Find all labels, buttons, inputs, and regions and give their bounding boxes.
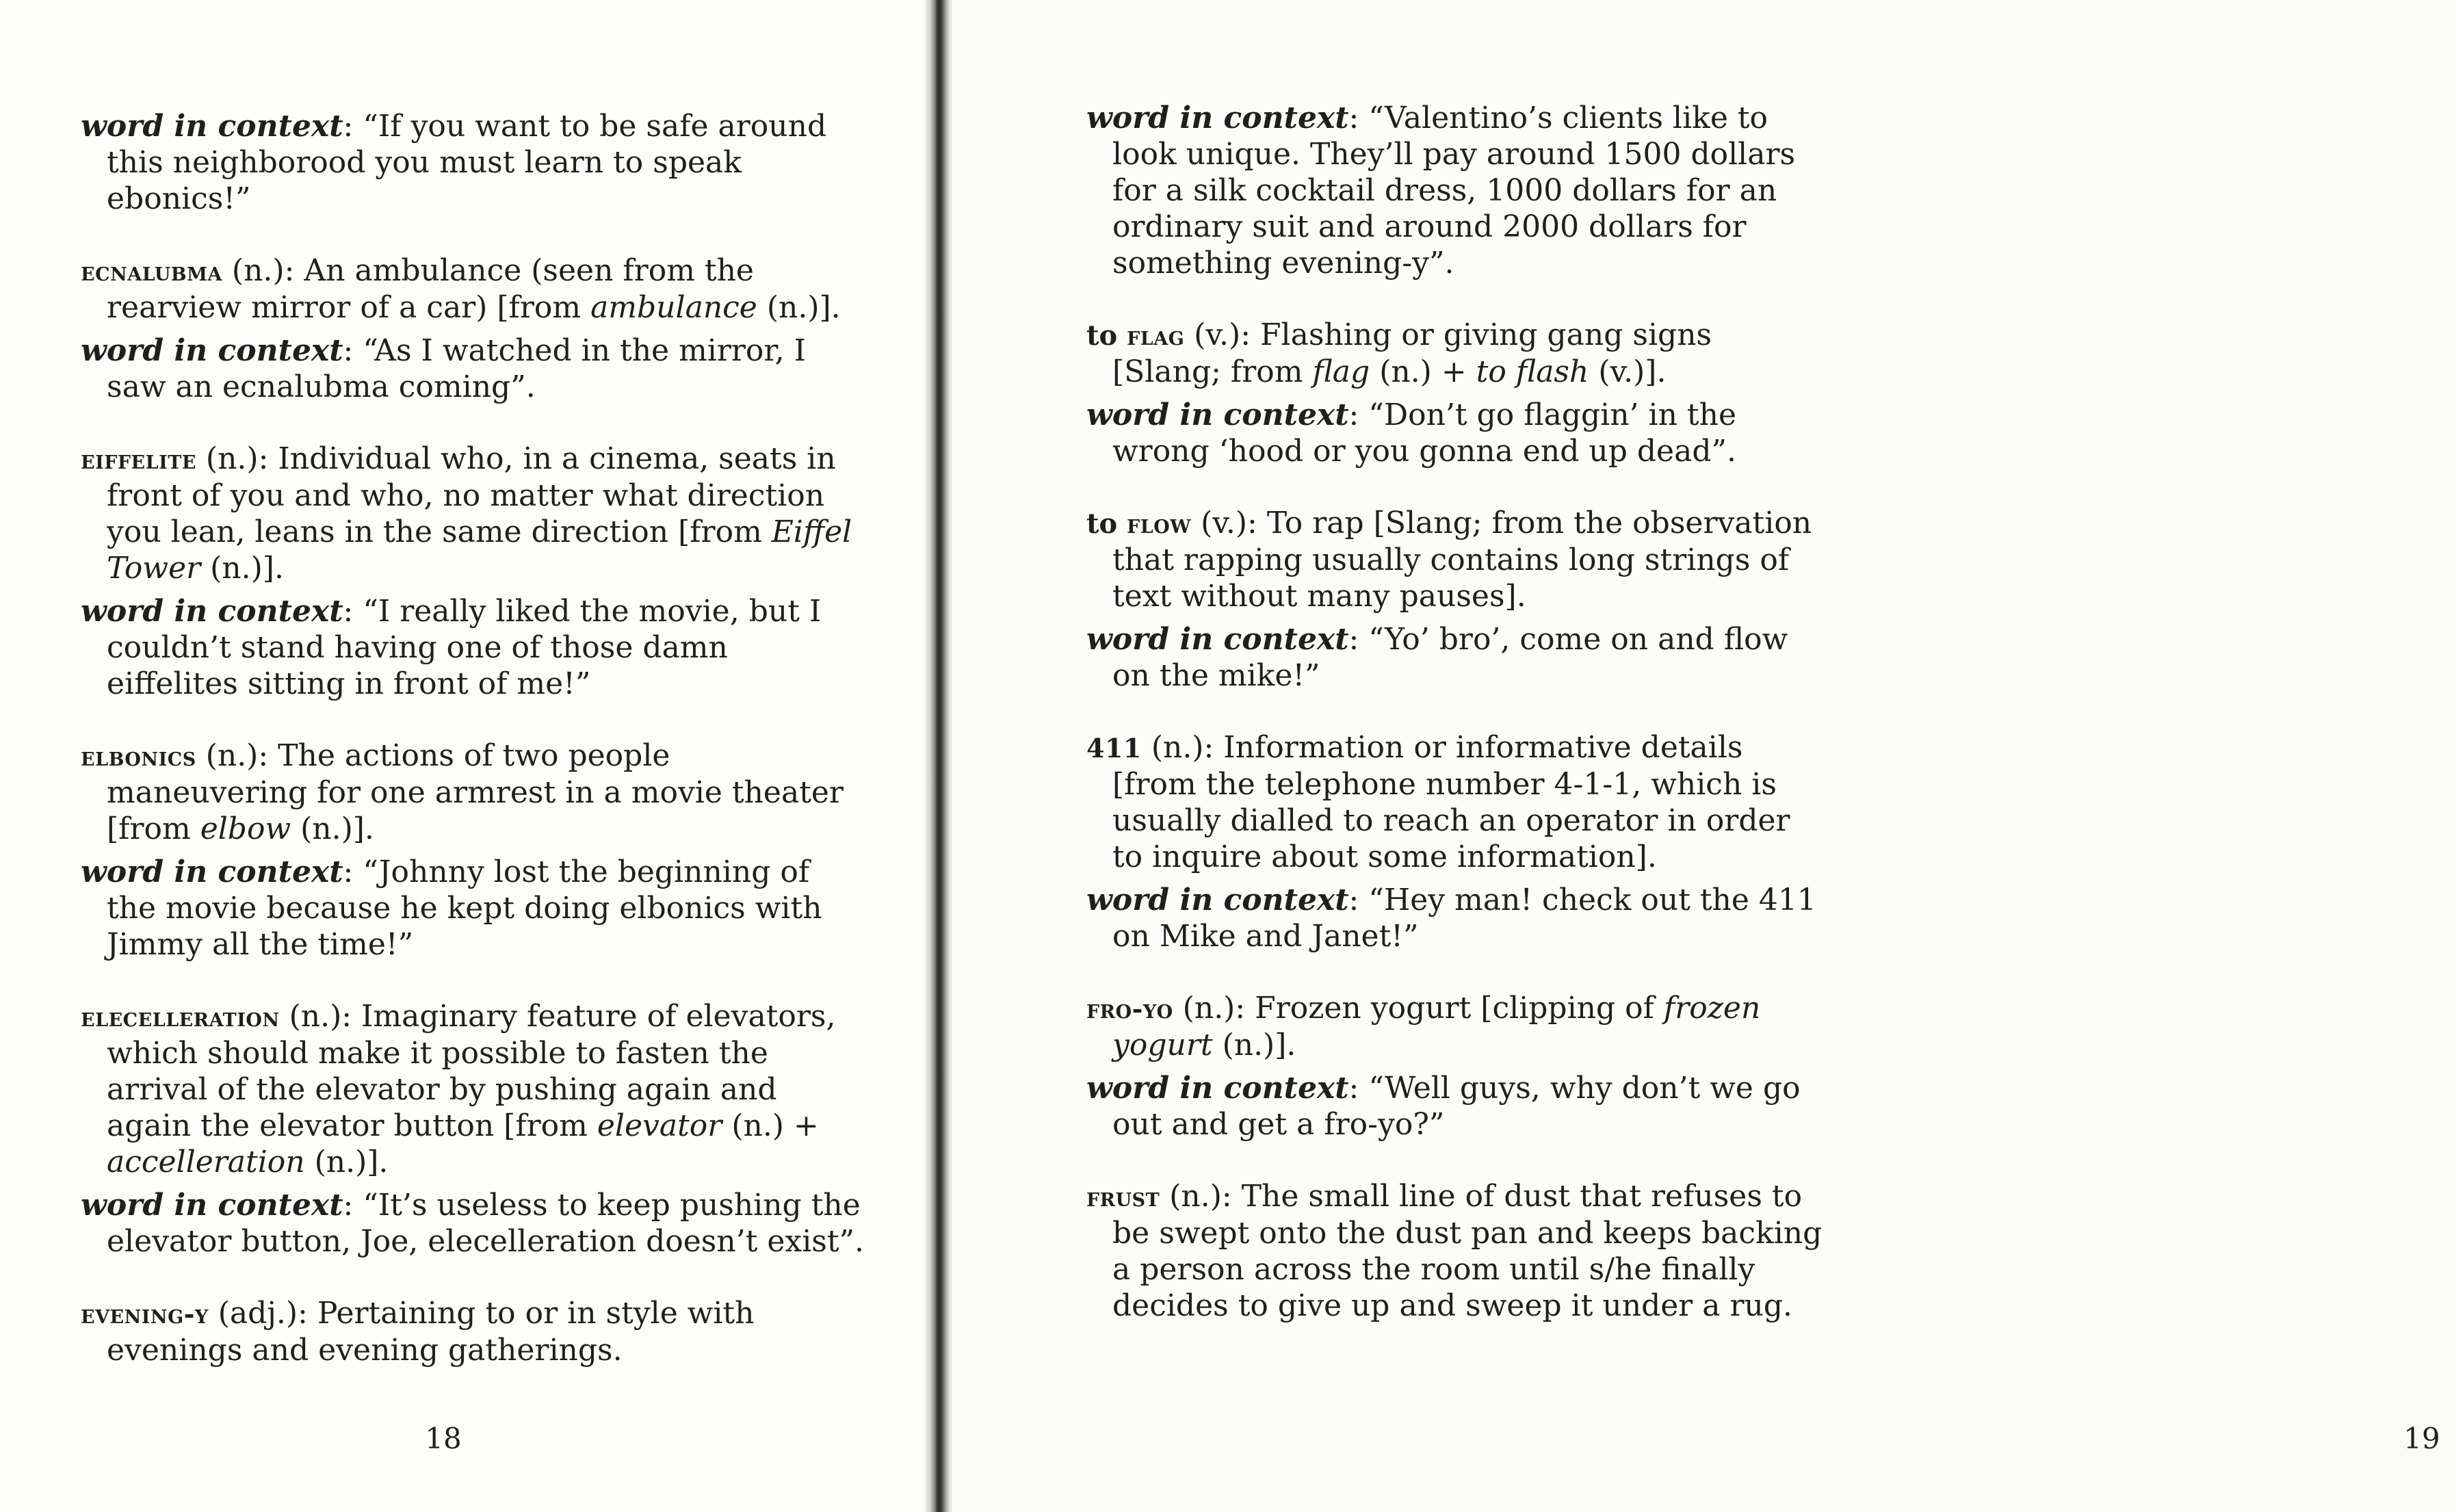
context-text: : “Don’t go flaggin’ in the wrong ‘hood or you gonna end up dead”. (1112, 397, 1736, 469)
etymology-tail: (n.)]. (304, 1145, 389, 1179)
entry-continued-evening-y (1086, 100, 1825, 281)
etymology-term: Eiffel Tower (107, 514, 852, 586)
context-label: word in context (81, 1188, 343, 1223)
context-text: : “Johnny lost the beginning of the movie because he kept doing elbonics with Jimmy all the time!” (107, 855, 822, 962)
definition-text: (n.): The actions of two people maneuvering for one armrest in a movie theater [from (107, 738, 844, 846)
context-paragraph (1086, 1070, 1825, 1143)
definition-text: (n.): Imaginary feature of elevators, which should make it possible to fasten the arrival of the elevator by pushing again and again the elevator button [from (107, 999, 836, 1143)
entry-frust (1086, 1178, 1825, 1324)
headword-prefix: to (1086, 320, 1127, 352)
context-paragraph (1086, 397, 1825, 469)
context-text: : “It’s useless to keep pushing the elevator button, Joe, elecelleration doesn’t exist”. (107, 1188, 865, 1259)
context-text: : “Hey man! check out the 411 on Mike and Janet!” (1112, 883, 1816, 954)
etymology-term-2: to flash (1476, 354, 1589, 389)
definition-text: (n.): An ambulance (seen from the rearview mirror of a car) [from (107, 253, 754, 325)
context-text: : “Well guys, why don’t we go out and get a fro-yo?” (1112, 1071, 1801, 1142)
definition-paragraph (1086, 505, 1825, 614)
right-page-text (1086, 100, 1825, 1324)
etymology-tail: (n.)]. (200, 551, 284, 586)
context-label: word in context (81, 855, 343, 889)
etymology-tail: (v.)]. (1589, 354, 1667, 389)
page-number: 18 (425, 1422, 462, 1455)
definition-paragraph (1086, 1178, 1825, 1324)
etymology-term: frozen yogurt (1112, 991, 1761, 1063)
context-label: word in context (81, 109, 343, 144)
definition-paragraph (1086, 729, 1825, 875)
definition-paragraph (1086, 317, 1825, 390)
context-text: : “Yo’ bro’, come on and flow on the mike!” (1112, 622, 1788, 693)
context-paragraph (1086, 100, 1825, 281)
context-label: word in context (1086, 1071, 1349, 1106)
definition-text: (n.): Frozen yogurt [clipping of (1173, 991, 1664, 1026)
context-label: word in context (1086, 101, 1349, 135)
definition-text: (v.): To rap [Slang; from the observation that rapping usually contains long strings of text without many pauses]. (1112, 506, 1812, 614)
context-text: : “If you want to be safe around this neighborood you must learn to speak ebonics!” (107, 109, 827, 216)
etymology-tail: (n.)]. (291, 811, 374, 846)
definition-text: (v.): Flashing or giving gang signs [Slang; from (1112, 317, 1712, 389)
context-text: : “Valentino’s clients like to look unique. They’ll pay around 1500 dollars for a silk cocktail dress, 1000 dollars for an ordinary suit and around 2000 dollars for something evening-y”. (1112, 101, 1796, 281)
etymology-tail: (n.)]. (757, 290, 841, 325)
headword: flag (1127, 320, 1185, 351)
entry-411 (1086, 729, 1825, 954)
context-paragraph (1086, 882, 1825, 954)
headword: frust (1086, 1182, 1160, 1212)
page-number: 19 (2403, 1422, 2440, 1455)
etymology-term: flag (1312, 354, 1370, 389)
headword: flow (1127, 508, 1192, 539)
context-label: word in context (1086, 397, 1349, 432)
definition-text: (adj.): Pertaining to or in style with evenings and evening gatherings. (107, 1296, 755, 1368)
entry-flag (1086, 317, 1825, 469)
definition-text: (n.): The small line of dust that refuses to be swept onto the dust pan and keeps backing a person across the room until s/he finally decides to give up and sweep it under a rug. (1112, 1179, 1823, 1323)
headword: elecelleration (81, 1002, 280, 1032)
headword: ecnalubma (81, 256, 222, 287)
context-paragraph (1086, 621, 1825, 694)
etymology-mid: (n.) + (722, 1108, 819, 1143)
definition-paragraph (1086, 990, 1825, 1063)
etymology-term: elbow (200, 811, 291, 846)
definition-text: (n.): Information or informative details [from the telephone number 4-1-1, which is usually dialled to reach an operator in order to inquire about some information]. (1112, 730, 1790, 874)
context-label: word in context (81, 333, 343, 368)
headword: elbonics (81, 741, 196, 772)
etymology-mid: (n.) + (1370, 354, 1476, 389)
definition-text: (n.): Individual who, in a cinema, seats in front of you and who, no matter what direction you lean, leans in the same direction [from (107, 441, 836, 549)
context-text: : “As I watched in the mirror, I saw an ecnalubma coming”. (107, 333, 806, 404)
etymology-term: elevator (597, 1108, 722, 1143)
context-text: : “I really liked the movie, but I couldn’t stand having one of those damn eiffelites sitting in front of me!” (107, 594, 822, 701)
entry-flow (1086, 505, 1825, 694)
headword-prefix: to (1086, 508, 1127, 540)
headword: 411 (1086, 733, 1142, 764)
context-label: word in context (1086, 883, 1349, 917)
context-label: word in context (1086, 622, 1349, 657)
headword: eiffelite (81, 444, 196, 475)
headword: evening-y (81, 1299, 209, 1329)
headword: fro-yo (1086, 993, 1173, 1024)
etymology-term-2: accelleration (107, 1145, 305, 1179)
context-label: word in context (81, 594, 343, 629)
etymology-term: ambulance (590, 290, 757, 325)
entry-fro-yo (1086, 990, 1825, 1143)
etymology-tail: (n.)]. (1212, 1028, 1296, 1063)
